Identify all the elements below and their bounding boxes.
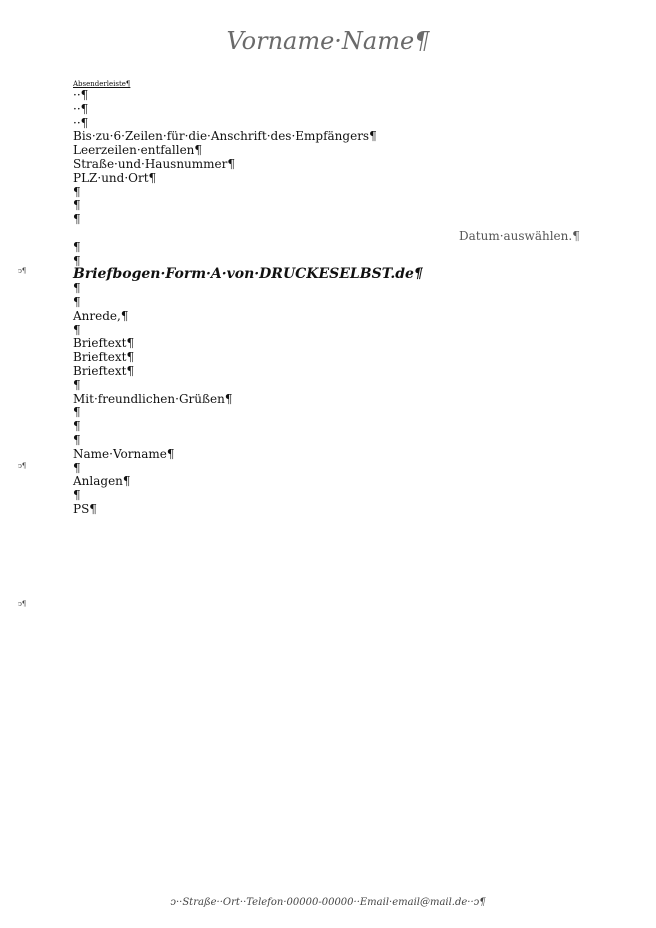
closing[interactable]: Mit·freundlichen·Grüßen¶ xyxy=(73,391,233,406)
attachments[interactable]: Anlagen¶ xyxy=(73,474,131,489)
blank-line[interactable]: ¶ xyxy=(73,419,81,434)
body-text-line[interactable]: Brieftext¶ xyxy=(73,363,135,378)
subject-line[interactable]: Briefbogen·Form·A·von·DRUCKESELBST.de¶ xyxy=(73,266,423,283)
body-text-line[interactable]: Brieftext¶ xyxy=(73,336,135,351)
footer-contact-line[interactable]: ↄ··Straße··Ort··Telefon·00000-00000··Email·email@mail.de··ↄ¶ xyxy=(170,897,486,908)
section-break-mark: ↄ¶ xyxy=(18,600,27,608)
date-row-spacer xyxy=(73,227,423,241)
date-picker-field[interactable]: Datum·auswählen.¶ xyxy=(459,229,580,243)
address-line-note-2[interactable]: Leerzeilen·entfallen¶ xyxy=(73,143,203,158)
blank-line[interactable]: ¶ xyxy=(73,184,81,199)
sender-line[interactable]: Absenderleiste¶ xyxy=(73,80,131,88)
page-title[interactable]: Vorname·Name¶ xyxy=(226,27,430,55)
body-text-line[interactable]: Brieftext¶ xyxy=(73,350,135,365)
section-break-mark: ↄ¶ xyxy=(18,462,27,470)
address-street[interactable]: Straße·und·Hausnummer¶ xyxy=(73,156,236,171)
blank-line[interactable]: ¶ xyxy=(73,488,81,503)
blank-line[interactable]: ¶ xyxy=(73,294,81,309)
blank-line[interactable]: ¶ xyxy=(73,198,81,213)
letter-body xyxy=(73,89,423,517)
salutation[interactable]: Anrede,¶ xyxy=(73,308,129,323)
blank-line[interactable]: ¶ xyxy=(73,239,81,254)
address-city[interactable]: PLZ·und·Ort¶ xyxy=(73,170,157,185)
blank-line[interactable]: ¶ xyxy=(73,432,81,447)
postscript[interactable]: PS¶ xyxy=(73,501,97,516)
blank-line[interactable]: ¶ xyxy=(73,253,81,268)
blank-line[interactable]: ¶ xyxy=(73,460,81,475)
blank-line[interactable]: ¶ xyxy=(73,322,81,337)
blank-line[interactable]: ··¶ xyxy=(73,88,89,102)
blank-line[interactable]: ··¶ xyxy=(73,115,89,130)
signature-name[interactable]: Name·Vorname¶ xyxy=(73,446,175,461)
blank-line[interactable]: ¶ xyxy=(73,377,81,392)
section-break-mark: ↄ¶ xyxy=(18,267,27,275)
blank-line[interactable]: ¶ xyxy=(73,212,81,227)
address-line-note[interactable]: Bis·zu·6·Zeilen·für·die·Anschrift·des·Empfängers¶ xyxy=(73,129,377,144)
blank-line[interactable]: ··¶ xyxy=(73,101,89,116)
blank-line[interactable]: ¶ xyxy=(73,405,81,420)
blank-line[interactable]: ¶ xyxy=(73,281,81,296)
